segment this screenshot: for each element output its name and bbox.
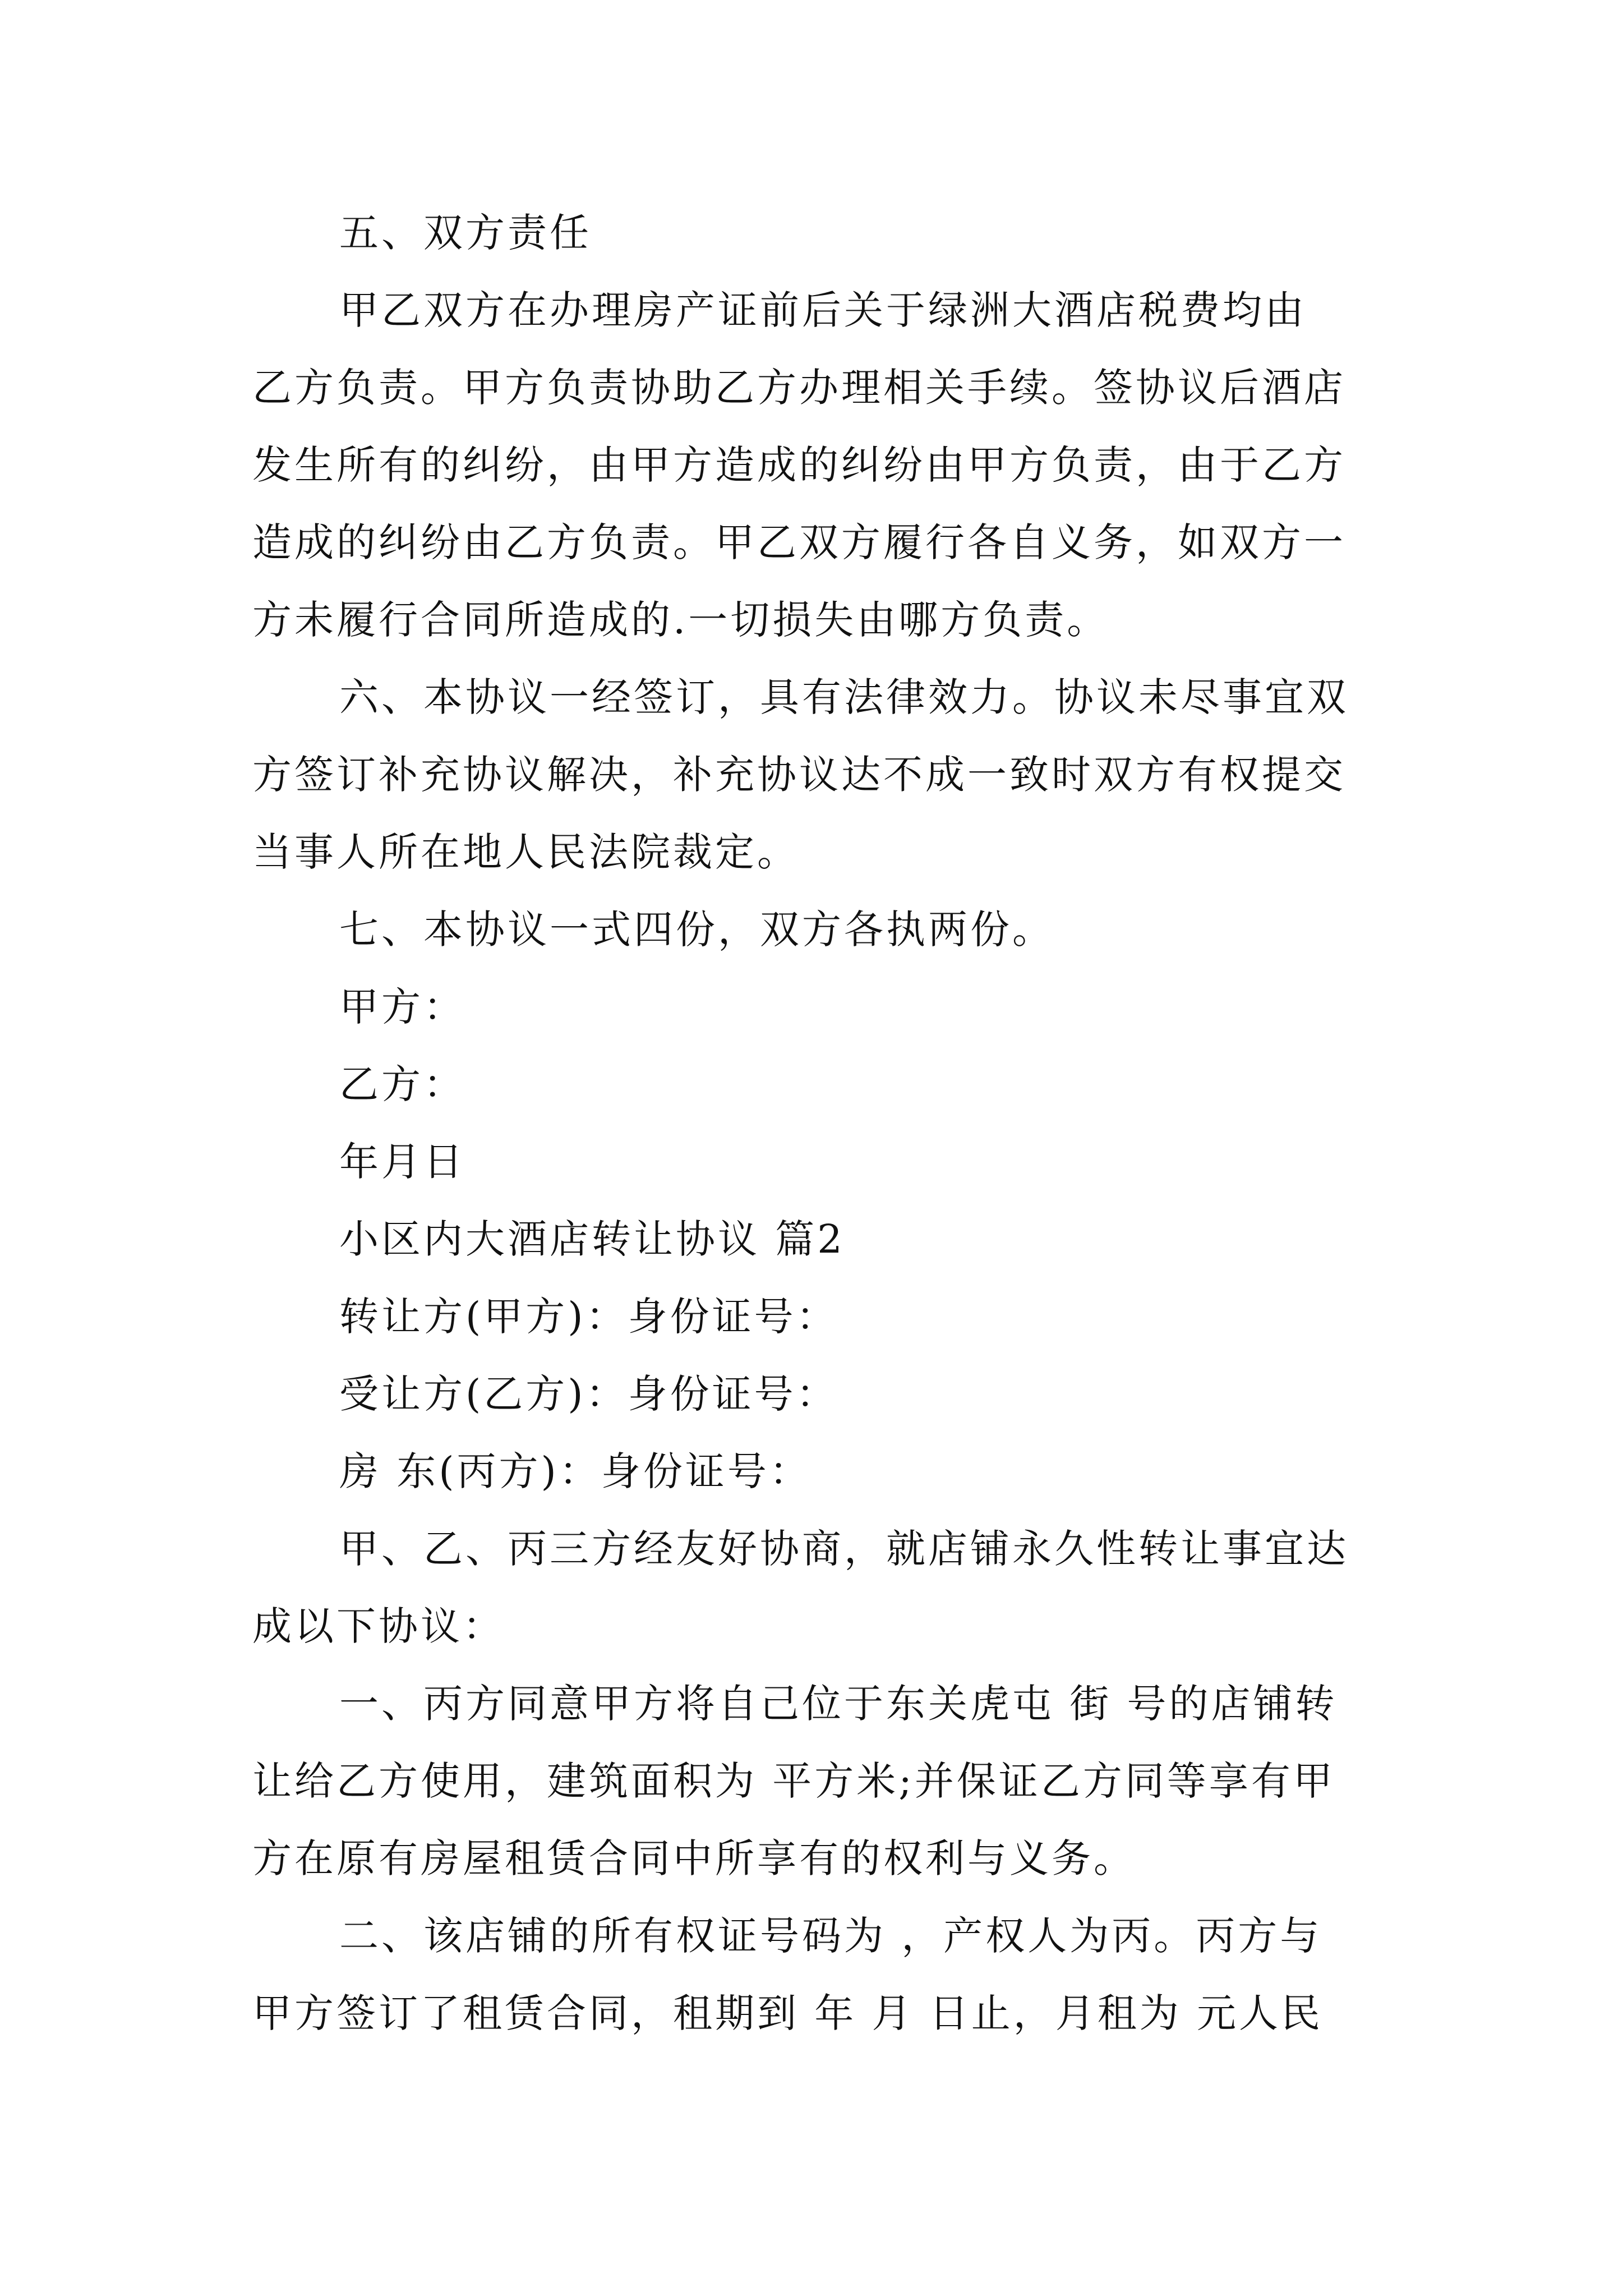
document-subtitle: 小区内大酒店转让协议 篇2	[339, 1216, 845, 1262]
paragraph-line: 甲方签订了租赁合同，租期到 年 月 日止，月租为 元人民	[252, 1990, 1324, 2036]
paragraph-line: 发生所有的纠纷，由甲方造成的纠纷由甲方负责，由于乙方	[252, 442, 1346, 488]
landlord-id-label: 房 东(丙方)：身份证号：	[339, 1448, 811, 1494]
paragraph-line: 方在原有房屋租赁合同中所享有的权利与义务。	[252, 1835, 1136, 1881]
paragraph-line: 当事人所在地人民法院裁定。	[252, 829, 799, 875]
paragraph-line: 乙方负责。甲方负责协助乙方办理相关手续。签协议后酒店	[252, 365, 1346, 411]
paragraph-line: 成以下协议：	[252, 1603, 505, 1649]
transferee-id-label: 受让方(乙方)：身份证号：	[339, 1371, 838, 1417]
paragraph-line: 七、本协议一式四份，双方各执两份。	[339, 907, 1054, 953]
paragraph-line: 二、该店铺的所有权证号码为 ，产权人为丙。丙方与	[339, 1913, 1322, 1959]
party-a-label: 甲方：	[339, 984, 465, 1030]
paragraph-line: 六、本协议一经签订，具有法律效力。协议未尽事宜双	[339, 674, 1349, 720]
paragraph-line: 造成的纠纷由乙方负责。甲乙双方履行各自义务，如双方一	[252, 519, 1346, 565]
paragraph-line: 甲乙双方在办理房产证前后关于绿洲大酒店税费均由	[339, 287, 1307, 333]
date-label: 年月日	[339, 1139, 465, 1185]
paragraph-line: 方签订补充协议解决，补充协议达不成一致时双方有权提交	[252, 752, 1346, 798]
party-b-label: 乙方：	[339, 1061, 465, 1107]
section-heading-5: 五、双方责任	[339, 210, 592, 256]
paragraph-line: 一、丙方同意甲方将自己位于东关虎屯 街 号的店铺转	[339, 1681, 1338, 1727]
paragraph-line: 让给乙方使用，建筑面积为 平方米;并保证乙方同等享有甲	[252, 1758, 1335, 1804]
paragraph-line: 甲、乙、丙三方经友好协商，就店铺永久性转让事宜达	[339, 1526, 1349, 1572]
paragraph-line: 方未履行合同所造成的.一切损失由哪方负责。	[252, 597, 1109, 643]
transferor-id-label: 转让方(甲方)：身份证号：	[339, 1294, 838, 1340]
